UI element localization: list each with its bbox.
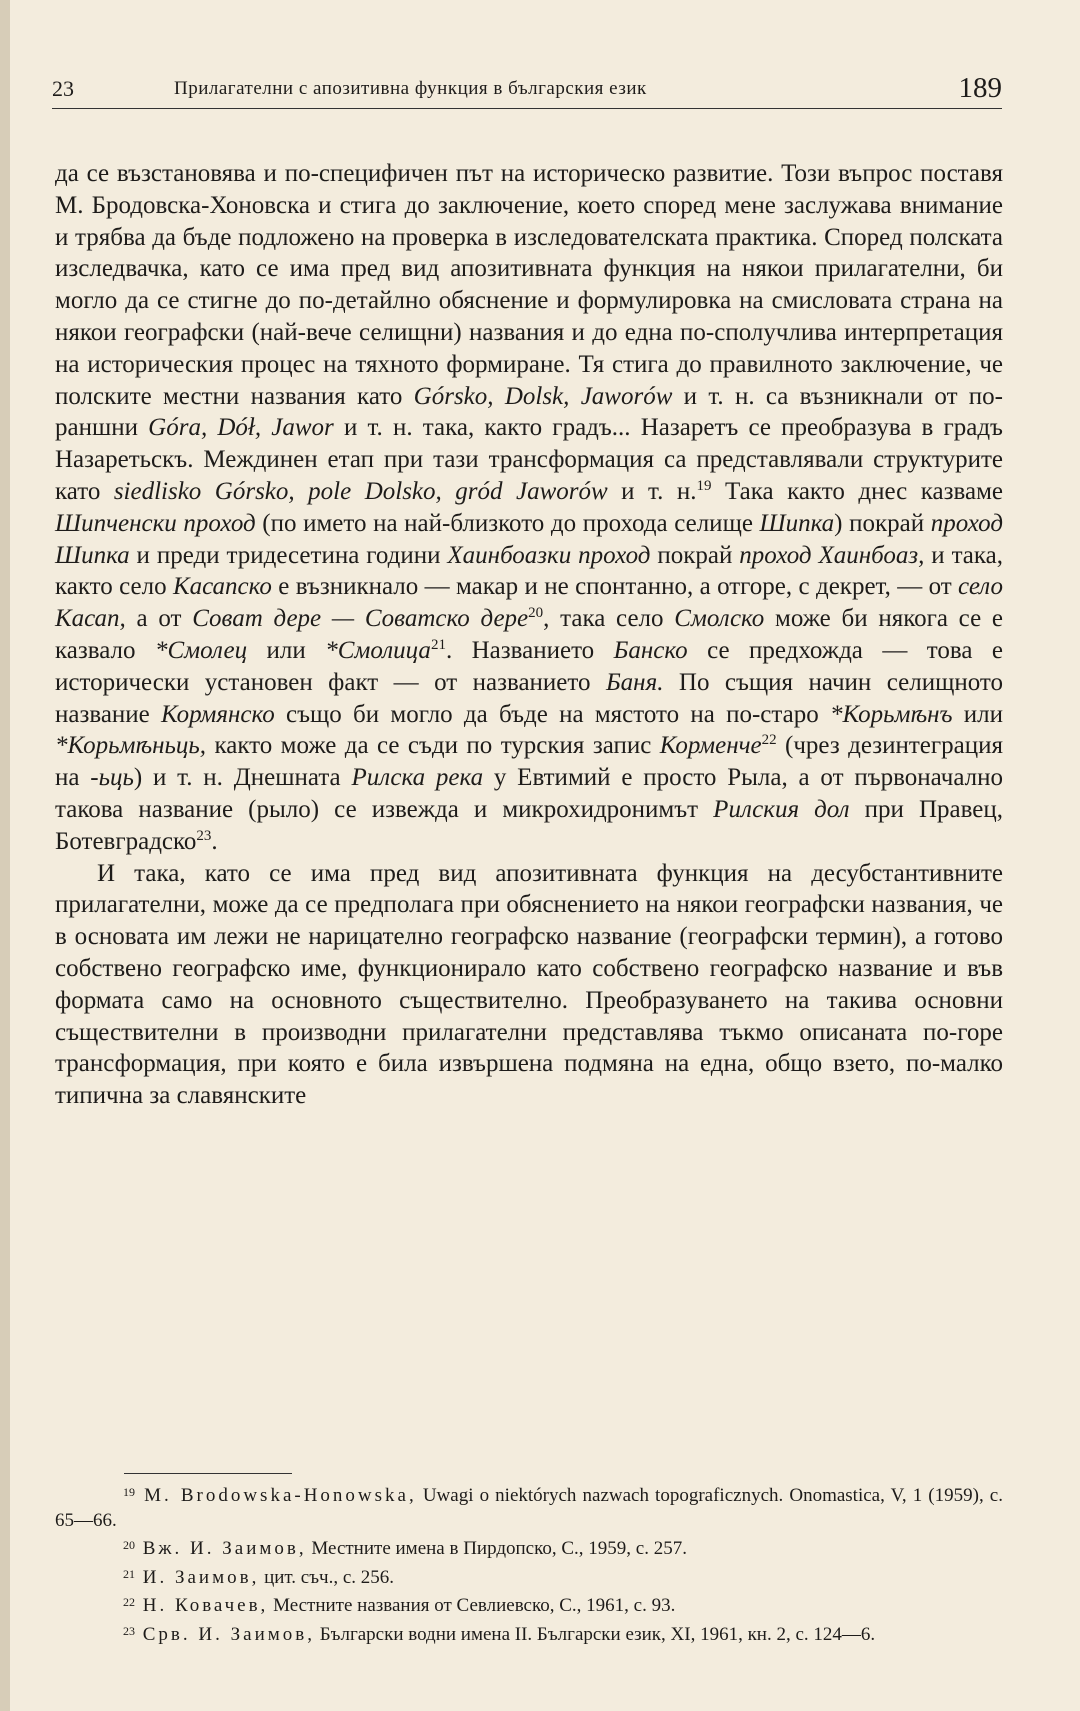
text-run: е възникнало — макар и не спонтанно, а отгоре, с декрет, — от (271, 573, 959, 601)
footnote-text: цит. съч., с. 256. (259, 1566, 395, 1588)
text-run: и така, както село (55, 541, 1004, 601)
body-text (55, 158, 1003, 1112)
text-run: и преди тридесетина години (129, 541, 448, 569)
text-run: По същия начин селищното название (55, 668, 1003, 728)
italic-term: село Касап, (55, 573, 1003, 633)
text-run: както може да се съди по турския запис (206, 732, 660, 760)
text-run: или (247, 636, 326, 664)
footnote-text: Местните имена в Пирдопско, С., 1959, с. 257. (306, 1538, 687, 1560)
text-run: а от (125, 605, 193, 633)
text-run: у Евтимий е просто Рыла, а от първоначално такова название (рыло) се извежда и микрохидронимът (55, 764, 1003, 823)
chapter-number: 23 (52, 76, 74, 101)
footnote-ref: 21 (430, 636, 446, 653)
italic-term: siedlisko Górsko, pole Dolsko, gród Jaworów (113, 477, 608, 505)
footnote-author: Н. Ковачев, (135, 1595, 269, 1617)
text-run: покрай (650, 541, 740, 569)
italic-term: Рилска река (351, 764, 484, 792)
italic-term: Шипченски проход (55, 509, 256, 537)
italic-term: *Корьмѣньць, (55, 732, 207, 760)
footnotes (55, 1480, 1003, 1648)
text-run: и т. н. (607, 477, 697, 505)
footnote-ref: 19 (696, 477, 712, 494)
text-run: също би могло да бъде на мястото на по-старо (274, 700, 830, 728)
body-paragraph (55, 158, 1003, 858)
text-run: може би някога се е казвало (55, 605, 1003, 664)
text-run: , така село (543, 605, 675, 633)
italic-term: Шипка (759, 509, 835, 537)
text-run: и т. н. са възникнали от по-раншни (55, 382, 1003, 442)
footnote-text: Uwagi o niektórych nazwach topograficznych. Onomastica, V, 1 (1959), с. 65—66. (55, 1485, 1003, 1531)
text-run: се предхожда — това е исторически установен факт — от названието (55, 636, 1003, 696)
italic-term: Góra, Dół, Jawor (148, 414, 334, 442)
footnote (55, 1619, 1003, 1648)
footnote-number: 23 (123, 1623, 135, 1638)
footnote (55, 1480, 1003, 1533)
text-run: . Названието (445, 636, 614, 664)
text-run: И така, като се има пред вид апозитивната функция на десубстантивните прилагателни, може да се предполага при обяснението на някои географски названия, че в основата им лежи не нарицателно географско название (географски термин), а готово собствено географско име, функционирало като собствено географско название и във формата само на основното съществително. Преобразуването на такива основни съществителни в производни прилагателни представлява тъкмо описаната по-горе трансформация, при която е била извършена подмяна на една, общо взето, по-малко типична за славянските (55, 859, 1003, 1110)
footnote-author: Срв. И. Заимов, (135, 1623, 315, 1645)
footnote-text: Местните названия от Севлиевско, С., 1961, с. 93. (268, 1595, 676, 1617)
footnote-rule (124, 1473, 292, 1474)
italic-term: Смолско (674, 605, 765, 633)
text-run: ) и т. н. Днешната (133, 764, 352, 792)
italic-term: Соват дере — Соватско дере (192, 605, 529, 633)
footnote (55, 1562, 1003, 1591)
footnote-number: 21 (123, 1566, 135, 1581)
body-paragraph (55, 858, 1003, 1112)
footnote-ref: 22 (761, 732, 777, 749)
italic-term: проход Хаинбоаз, (739, 541, 925, 569)
italic-term: Górsko, Dolsk, Jaworów (413, 382, 673, 410)
footnote-ref: 23 (196, 827, 212, 844)
footnote (55, 1590, 1003, 1619)
text-run: при Правец, Ботевградско (55, 795, 1003, 855)
italic-term: *Корьмѣнъ (829, 700, 953, 728)
text-run: Така както днес казваме (711, 477, 1003, 505)
text-run: . (211, 827, 218, 855)
footnote-author: И. Заимов, (135, 1566, 260, 1588)
footnote-author: Вж. И. Заимов, (135, 1538, 307, 1560)
italic-term: Кормянско (161, 700, 275, 728)
running-title: Прилагателни с апозитивна функция в българския език (174, 78, 647, 99)
italic-term: *Смолец (154, 636, 248, 664)
footnote-number: 20 (123, 1538, 135, 1553)
text-run: (чрез дезинтеграция на (55, 732, 1003, 792)
italic-term: Баня. (605, 668, 664, 696)
italic-term: Рилския дол (713, 795, 850, 823)
header-rule (52, 108, 1002, 109)
footnote-author: M. Brodowska-Honowska, (135, 1485, 417, 1506)
footnote-number: 22 (123, 1595, 135, 1610)
italic-term: -ьць (90, 764, 134, 792)
text-run: (по името на най-близкото до прохода селище (255, 509, 760, 537)
italic-term: проход Шипка (55, 509, 1003, 569)
footnote-ref: 20 (528, 605, 544, 622)
italic-term: Касапско (172, 573, 272, 601)
text-run: или (952, 700, 1004, 728)
text-run: ) покрай (834, 509, 931, 537)
footnote-text: Български водни имена II. Български език, XI, 1961, кн. 2, с. 124—6. (314, 1623, 876, 1645)
italic-term: *Смолица (325, 636, 431, 664)
page-edge-shadow (0, 0, 10, 1711)
italic-term: Корменче (659, 732, 762, 760)
page-number: 189 (958, 72, 1002, 104)
footnote (55, 1533, 1003, 1562)
text-run: да се възстановява и по-специфичен път на историческо развитие. Този въпрос поставя М. Бродовска-Хоновска и стига до заключение, което според мене заслужава внимание и трябва да бъде подложено на проверка в изследователската практика. Според полската изследвачка, като се има пред вид апозитивната функция на някои прилагателни, би могло да се стигне до по-детайлно обяснение и формулировка на смисловата страна на някои географски (най-вече селищни) названия и до една по-сполучлива интерпретация на историческия процес на тяхното формиране. Тя стига до правилното заключение, че полските местни названия като (55, 160, 1003, 410)
running-header (52, 70, 1002, 110)
italic-term: Банско (613, 636, 688, 664)
footnote-number: 19 (123, 1485, 135, 1499)
italic-term: Хаинбоазки проход (447, 541, 651, 569)
text-run: и т. н. така, както градъ... Назаретъ се преобразува в градъ Назаретьскъ. Междинен етап при тази трансформация са представлявали структурите като (55, 414, 1003, 505)
